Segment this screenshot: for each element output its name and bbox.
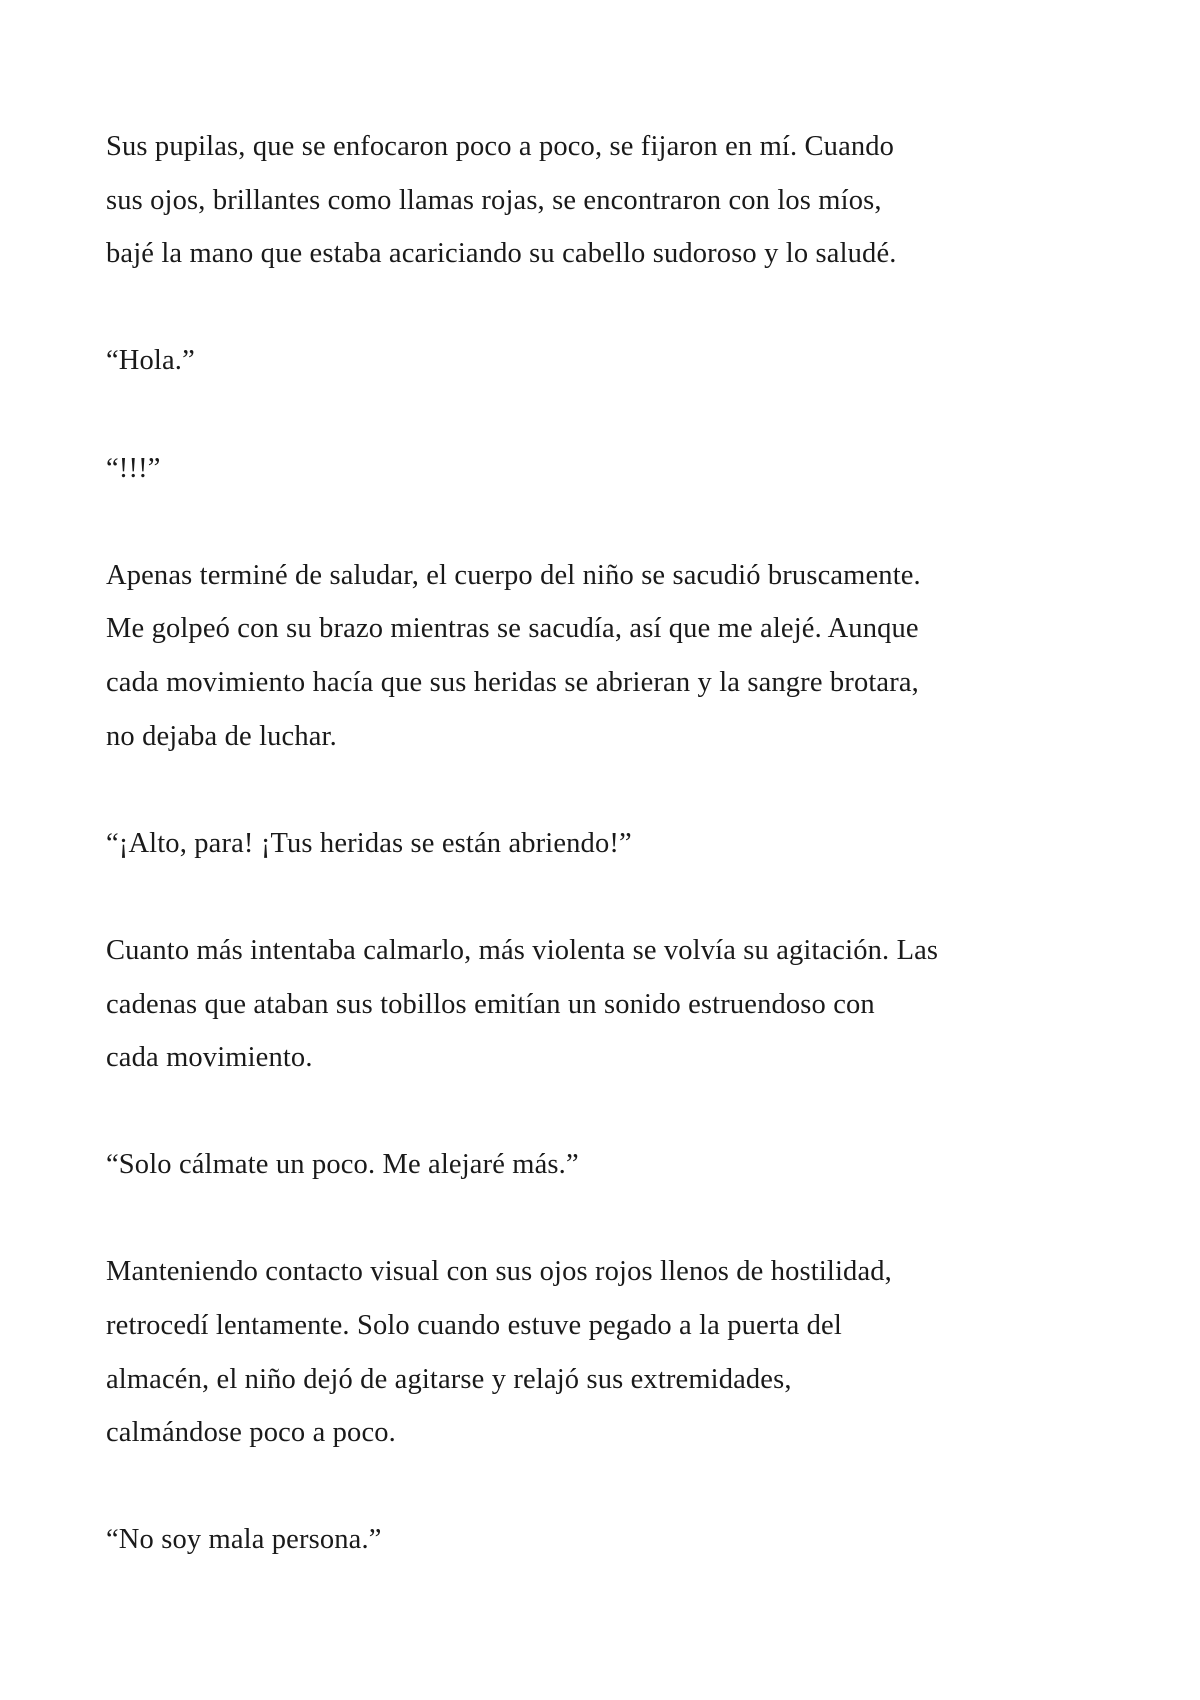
text-line: almacén, el niño dejó de agitarse y relajó sus extremidades, <box>106 1363 792 1395</box>
narration-paragraph <box>106 1245 1106 1459</box>
text-line: retrocedí lentamente. Solo cuando estuve pegado a la puerta del <box>106 1310 842 1342</box>
narration-paragraph <box>106 549 1106 763</box>
text-line: “¡Alto, para! ¡Tus heridas se están abriendo!” <box>106 827 632 859</box>
text-line: Manteniendo contacto visual con sus ojos rojos llenos de hostilidad, <box>106 1256 892 1288</box>
narration-paragraph <box>106 924 1106 1085</box>
text-line: “Solo cálmate un poco. Me alejaré más.” <box>106 1149 579 1181</box>
text-line: cadenas que ataban sus tobillos emitían un sonido estruendoso con <box>106 988 875 1020</box>
text-line: “Hola.” <box>106 345 195 377</box>
text-line: no dejaba de luchar. <box>106 720 337 752</box>
dialogue-paragraph <box>106 817 1106 871</box>
text-line: Apenas terminé de saludar, el cuerpo del niño se sacudió bruscamente. <box>106 559 921 591</box>
narration-paragraph <box>106 120 1106 281</box>
text-line: cada movimiento. <box>106 1042 313 1074</box>
text-line: “No soy mala persona.” <box>106 1524 382 1556</box>
text-line: Cuanto más intentaba calmarlo, más violenta se volvía su agitación. Las <box>106 934 939 966</box>
text-line: Me golpeó con su brazo mientras se sacudía, así que me alejé. Aunque <box>106 613 919 645</box>
dialogue-paragraph <box>106 334 1106 388</box>
text-line: sus ojos, brillantes como llamas rojas, se encontraron con los míos, <box>106 184 882 216</box>
text-line: Sus pupilas, que se enfocaron poco a poco, se fijaron en mí. Cuando <box>106 131 895 162</box>
text-line: calmándose poco a poco. <box>106 1417 396 1449</box>
dialogue-paragraph <box>106 1513 1106 1567</box>
text-line: bajé la mano que estaba acariciando su cabello sudoroso y lo saludé. <box>106 238 897 270</box>
text-line: “!!!” <box>106 452 161 484</box>
dialogue-paragraph <box>106 1138 1106 1192</box>
document-page <box>106 120 1106 1621</box>
dialogue-paragraph <box>106 442 1106 496</box>
text-line: cada movimiento hacía que sus heridas se abrieran y la sangre brotara, <box>106 666 919 698</box>
